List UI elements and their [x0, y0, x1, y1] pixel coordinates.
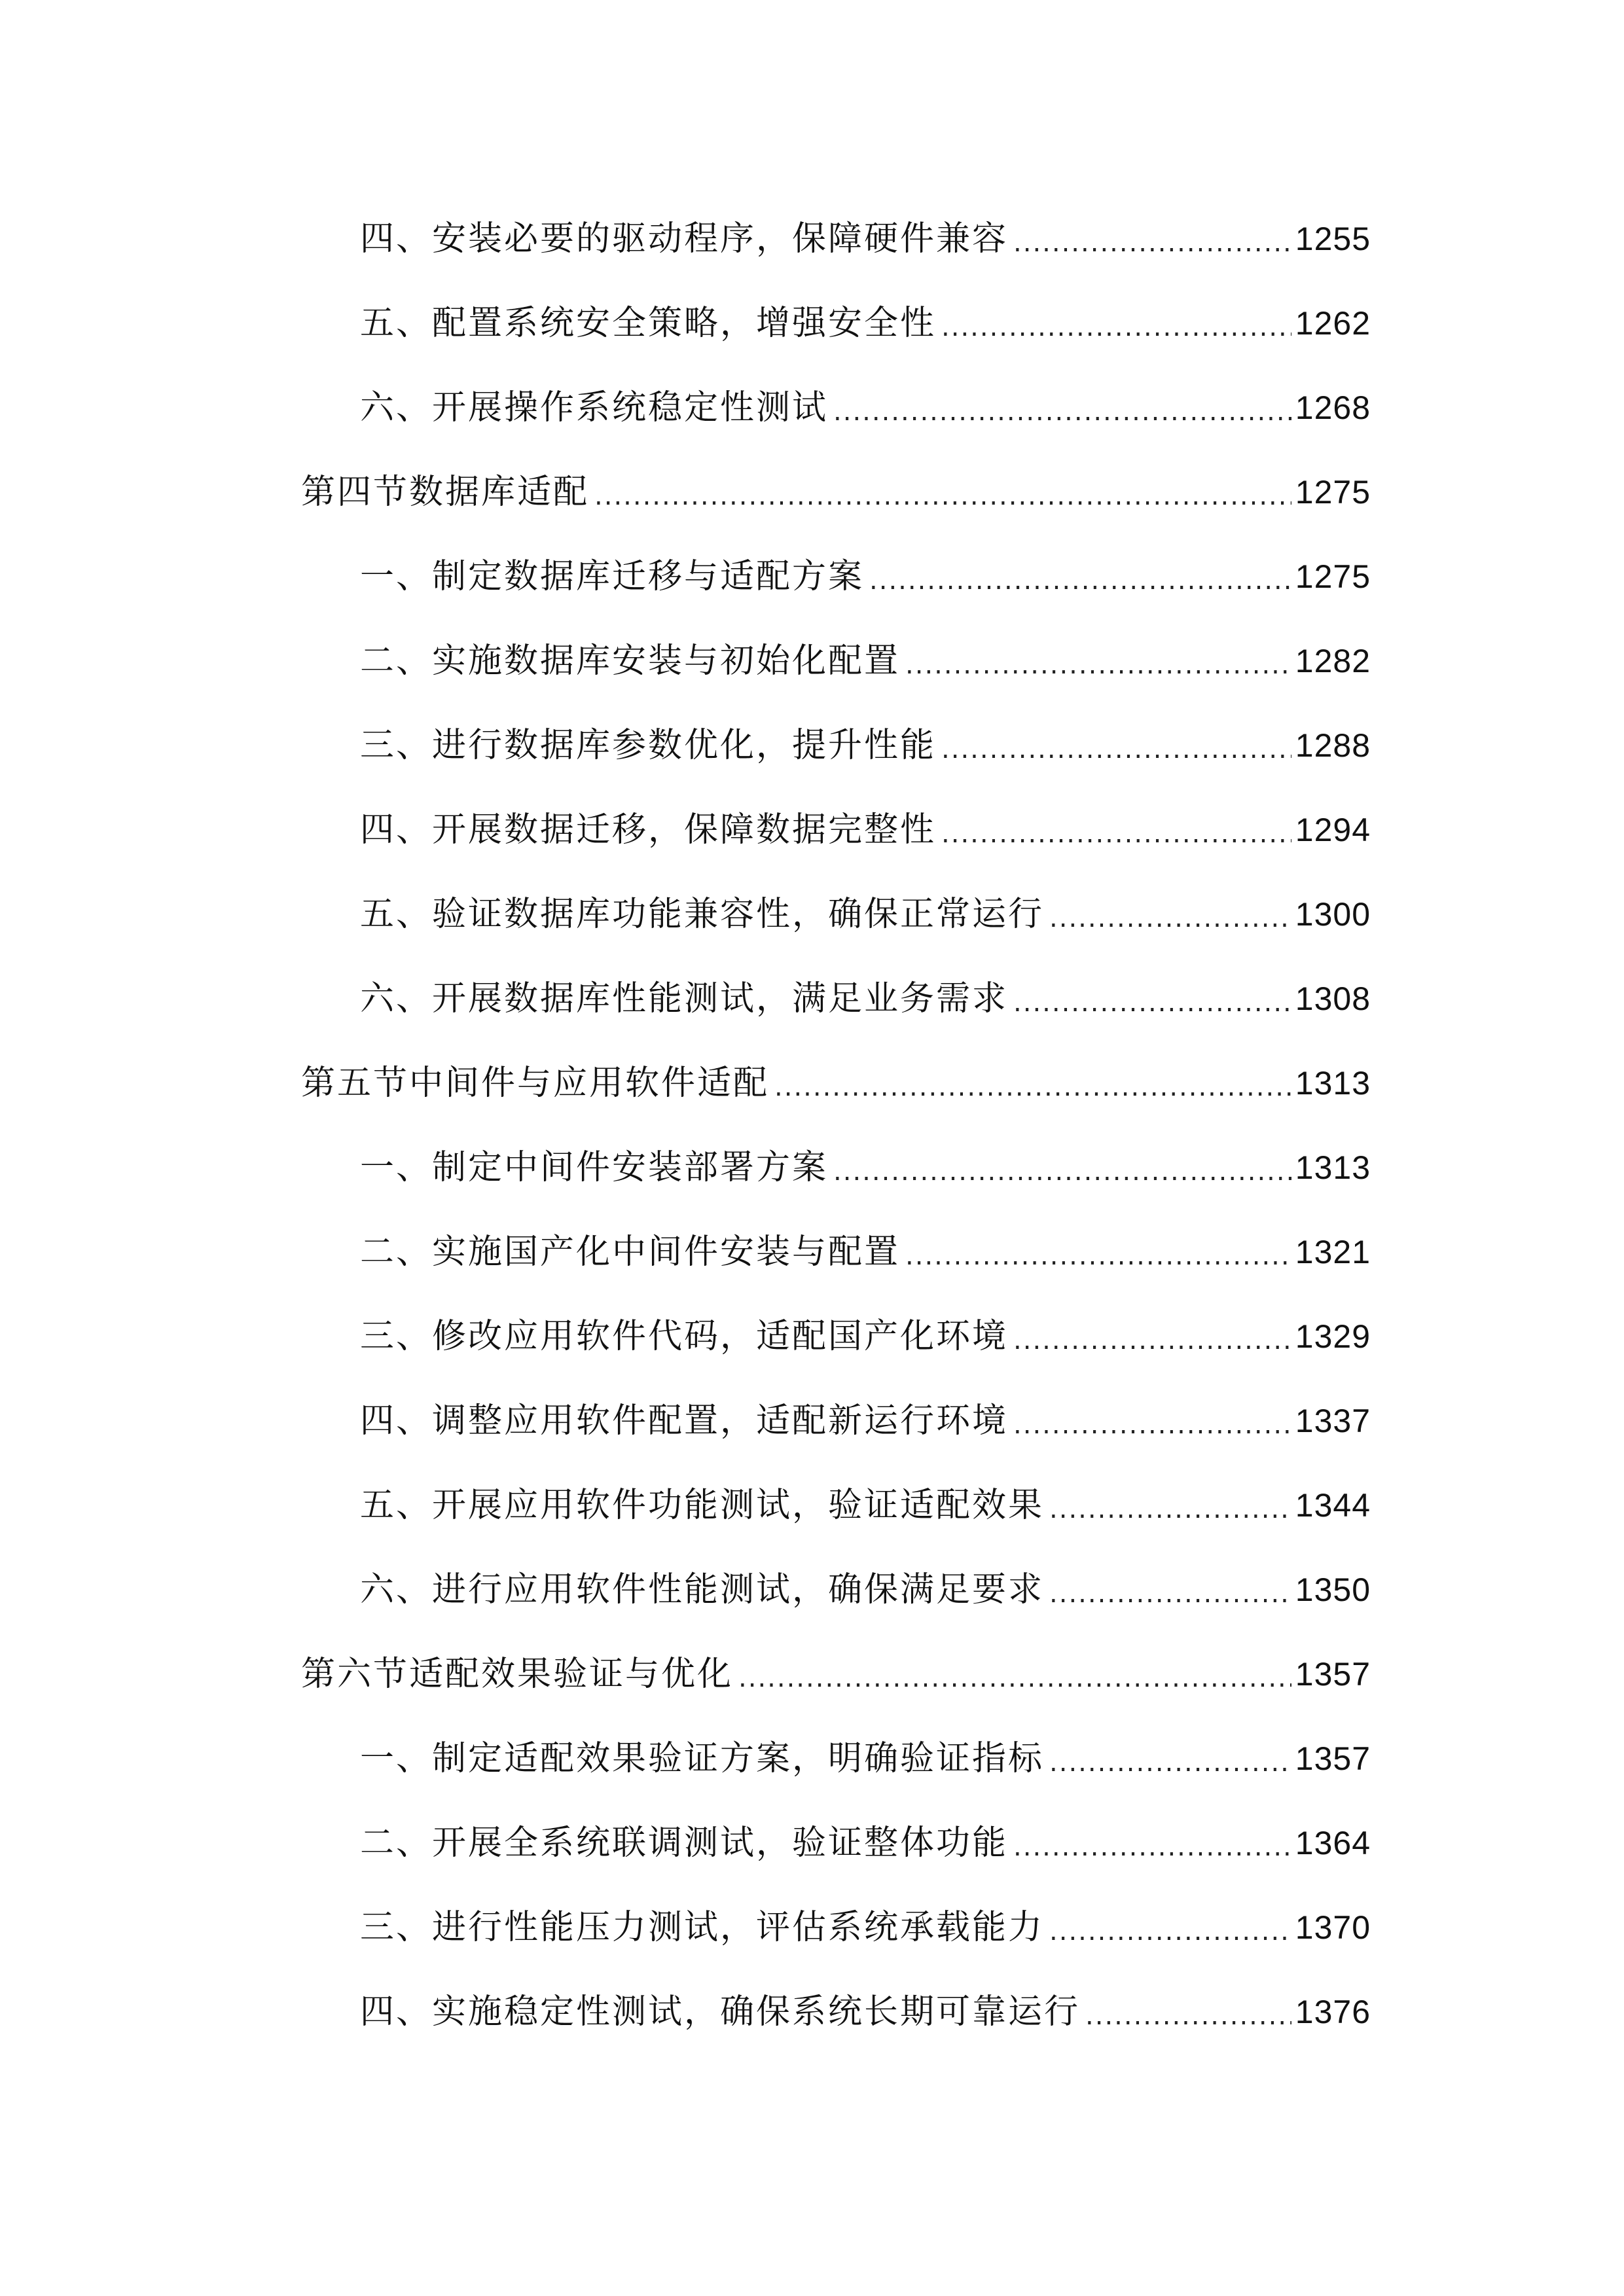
toc-section-title: 第六节适配效果验证与优化 [301, 1655, 734, 1694]
toc-page-number: 1282 [1295, 643, 1371, 679]
dot-leader [1049, 893, 1291, 944]
dot-leader [594, 471, 1291, 522]
toc-entry[interactable] [360, 632, 1371, 691]
dot-leader [1013, 217, 1291, 268]
dot-leader [1085, 1990, 1291, 2041]
toc-page-number: 1357 [1295, 1656, 1371, 1693]
dot-leader [738, 1653, 1291, 1704]
toc-entry[interactable] [360, 1814, 1371, 1873]
toc-page-number: 1376 [1295, 1994, 1371, 2030]
toc-entry[interactable] [360, 1307, 1371, 1366]
toc-page-number: 1313 [1295, 1149, 1371, 1186]
dot-leader [941, 808, 1291, 859]
toc-entry-title: 三、修改应用软件代码，适配国产化环境 [360, 1317, 1009, 1356]
dot-leader [1013, 1315, 1291, 1366]
toc-entry-title: 六、进行应用软件性能测试，确保满足要求 [360, 1570, 1045, 1609]
toc-page-number: 1308 [1295, 980, 1371, 1017]
dot-leader [774, 1062, 1291, 1113]
toc-section-entry[interactable] [301, 1054, 1371, 1113]
toc-entry-title: 二、开展全系统联调测试，验证整体功能 [360, 1823, 1009, 1863]
dot-leader [833, 1146, 1291, 1197]
toc-entry[interactable] [360, 1476, 1371, 1535]
toc-page-number: 1275 [1295, 474, 1371, 511]
toc-entry[interactable] [360, 547, 1371, 606]
toc-entry-title: 一、制定数据库迁移与适配方案 [360, 557, 865, 596]
toc-entry-title: 五、配置系统安全策略，增强安全性 [360, 304, 937, 343]
toc-page-number: 1255 [1295, 221, 1371, 257]
dot-leader [905, 1230, 1291, 1282]
toc-section-entry[interactable] [301, 463, 1371, 522]
toc-entry[interactable] [360, 885, 1371, 944]
dot-leader [1049, 1737, 1291, 1788]
toc-entry-title: 二、实施国产化中间件安装与配置 [360, 1232, 901, 1272]
toc-entry[interactable] [360, 969, 1371, 1028]
toc-entry-title: 三、进行性能压力测试，评估系统承载能力 [360, 1908, 1045, 1947]
toc-page-number: 1288 [1295, 727, 1371, 764]
toc-entry[interactable] [360, 1560, 1371, 1619]
dot-leader [1049, 1484, 1291, 1535]
dot-leader [869, 555, 1291, 606]
toc-section-entry[interactable] [301, 1645, 1371, 1704]
toc-entry[interactable] [360, 1898, 1371, 1957]
toc-entry[interactable] [360, 1982, 1371, 2041]
toc-entry-title: 四、安装必要的驱动程序，保障硬件兼容 [360, 219, 1009, 259]
toc-entry-title: 四、调整应用软件配置，适配新运行环境 [360, 1401, 1009, 1441]
toc-entry-title: 四、实施稳定性测试，确保系统长期可靠运行 [360, 1992, 1081, 2032]
toc-entry[interactable] [360, 1138, 1371, 1197]
toc-page-number: 1262 [1295, 305, 1371, 342]
toc-page-number: 1268 [1295, 389, 1371, 426]
toc-section-title: 第四节数据库适配 [301, 473, 590, 512]
toc-page-number: 1313 [1295, 1065, 1371, 1102]
toc-entry-title: 一、制定中间件安装部署方案 [360, 1148, 829, 1187]
toc-entry[interactable] [360, 800, 1371, 859]
toc-entry[interactable] [360, 378, 1371, 437]
dot-leader [1013, 1399, 1291, 1450]
toc-entry[interactable] [360, 1223, 1371, 1282]
toc-page-number: 1294 [1295, 812, 1371, 848]
toc-entry-title: 六、开展数据库性能测试，满足业务需求 [360, 979, 1009, 1018]
dot-leader [941, 302, 1291, 353]
toc-entry-title: 五、开展应用软件功能测试，验证适配效果 [360, 1486, 1045, 1525]
toc-page-number: 1275 [1295, 558, 1371, 595]
toc-page-number: 1370 [1295, 1909, 1371, 1946]
toc-page-number: 1344 [1295, 1487, 1371, 1524]
toc-entry[interactable] [360, 294, 1371, 353]
dot-leader [1049, 1568, 1291, 1619]
toc-entry-title: 四、开展数据迁移，保障数据完整性 [360, 810, 937, 850]
toc-entry-title: 一、制定适配效果验证方案，明确验证指标 [360, 1739, 1045, 1778]
dot-leader [941, 724, 1291, 775]
toc-page-number: 1357 [1295, 1740, 1371, 1777]
toc-entry-title: 五、验证数据库功能兼容性，确保正常运行 [360, 895, 1045, 934]
toc-page-number: 1321 [1295, 1234, 1371, 1270]
toc-entry[interactable] [360, 209, 1371, 268]
dot-leader [1049, 1906, 1291, 1957]
toc-entry-title: 二、实施数据库安装与初始化配置 [360, 641, 901, 681]
toc-page-number: 1337 [1295, 1403, 1371, 1439]
toc-entry-title: 六、开展操作系统稳定性测试 [360, 388, 829, 427]
toc-entry-title: 三、进行数据库参数优化，提升性能 [360, 726, 937, 765]
dot-leader [1013, 977, 1291, 1028]
toc-entry[interactable] [360, 1391, 1371, 1450]
toc-page-number: 1300 [1295, 896, 1371, 933]
dot-leader [1013, 1821, 1291, 1873]
dot-leader [833, 386, 1291, 437]
toc-page-number: 1329 [1295, 1318, 1371, 1355]
toc-section-title: 第五节中间件与应用软件适配 [301, 1064, 770, 1103]
toc-page-number: 1350 [1295, 1571, 1371, 1608]
toc-page-number: 1364 [1295, 1825, 1371, 1861]
toc-entry[interactable] [360, 716, 1371, 775]
toc-entry[interactable] [360, 1729, 1371, 1788]
dot-leader [905, 639, 1291, 691]
